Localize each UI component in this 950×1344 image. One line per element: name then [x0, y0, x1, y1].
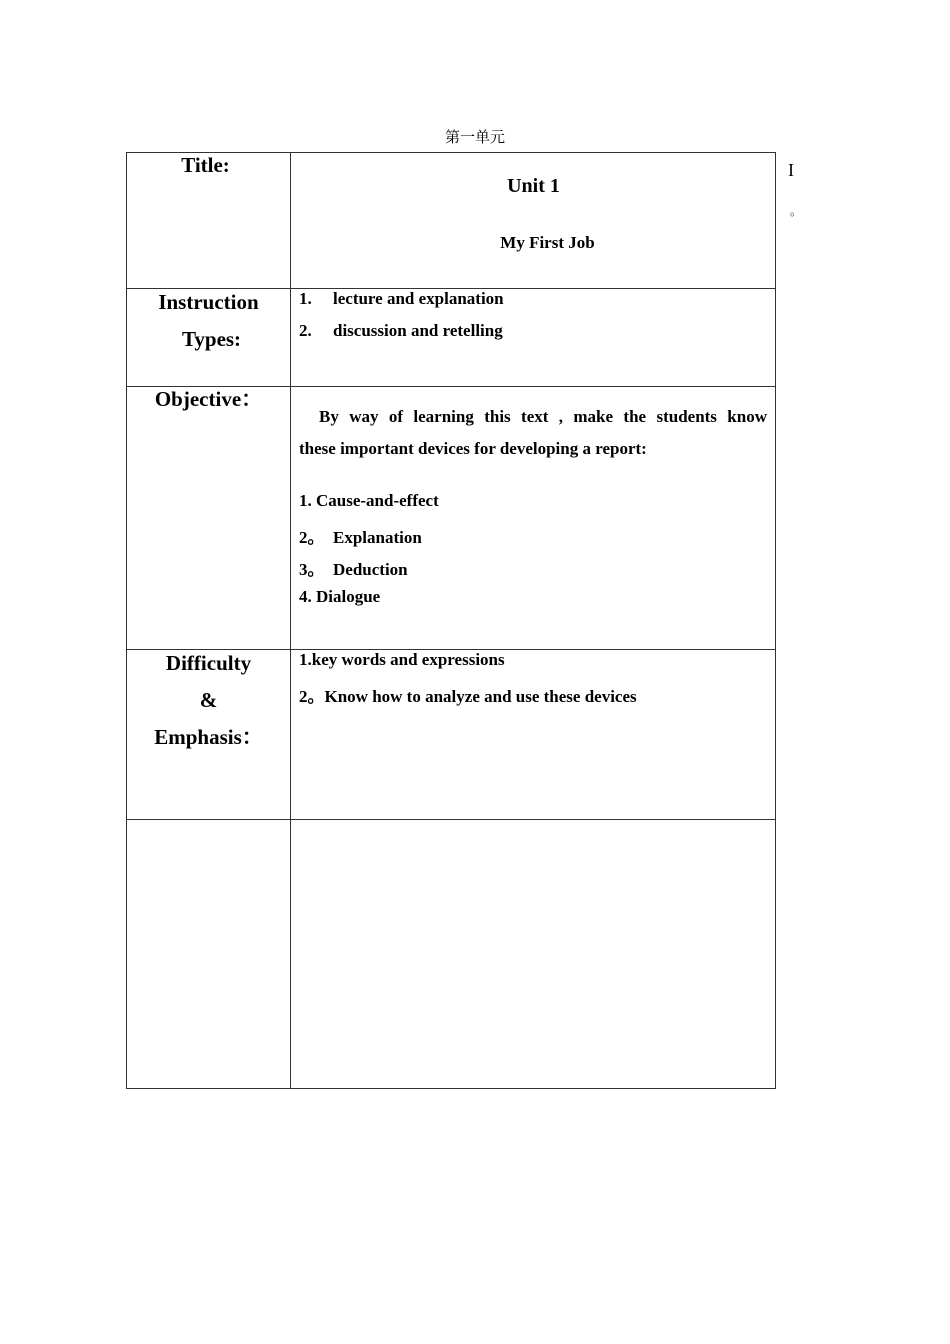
difficulty-label-line2: & [199, 688, 218, 712]
item-text: Deduction [333, 560, 408, 579]
page-header-title: 第一单元 [444, 128, 505, 146]
item-text: 1. Cause-and-effect [299, 491, 439, 510]
side-mark-1: I [788, 160, 794, 180]
item-number: 1. [299, 289, 312, 308]
table-outer-border [126, 152, 776, 1089]
item-text: lecture and explanation [333, 289, 504, 308]
item-number: 2. [299, 321, 312, 340]
item-text: 4. Dialogue [299, 587, 381, 606]
objective-paragraph-line1: By way of learning this text , make the students know [319, 407, 767, 426]
title-label: Title: [181, 153, 230, 177]
item-number: 2。 [299, 528, 325, 547]
difficulty-label-line1: Difficulty [165, 651, 252, 675]
lesson-plan-table [126, 152, 776, 1089]
lesson-subtitle: My First Job [500, 233, 595, 252]
instruction-label-line2: Types: [181, 327, 242, 351]
side-mark-2: 。 [790, 204, 803, 218]
instruction-label-line1: Instruction [158, 290, 259, 314]
item-text: Explanation [333, 528, 422, 547]
difficulty-item: 1.key words and expressions [299, 650, 505, 669]
unit-heading: Unit 1 [507, 175, 560, 197]
item-text: discussion and retelling [333, 321, 503, 340]
item-number: 3。 [299, 560, 325, 579]
objective-paragraph-line2: these important devices for developing a report: [299, 439, 647, 458]
difficulty-label-line3: Emphasis： [154, 725, 263, 749]
objective-label: Objective： [154, 387, 263, 411]
difficulty-item: 2。Know how to analyze and use these devices [299, 687, 637, 706]
